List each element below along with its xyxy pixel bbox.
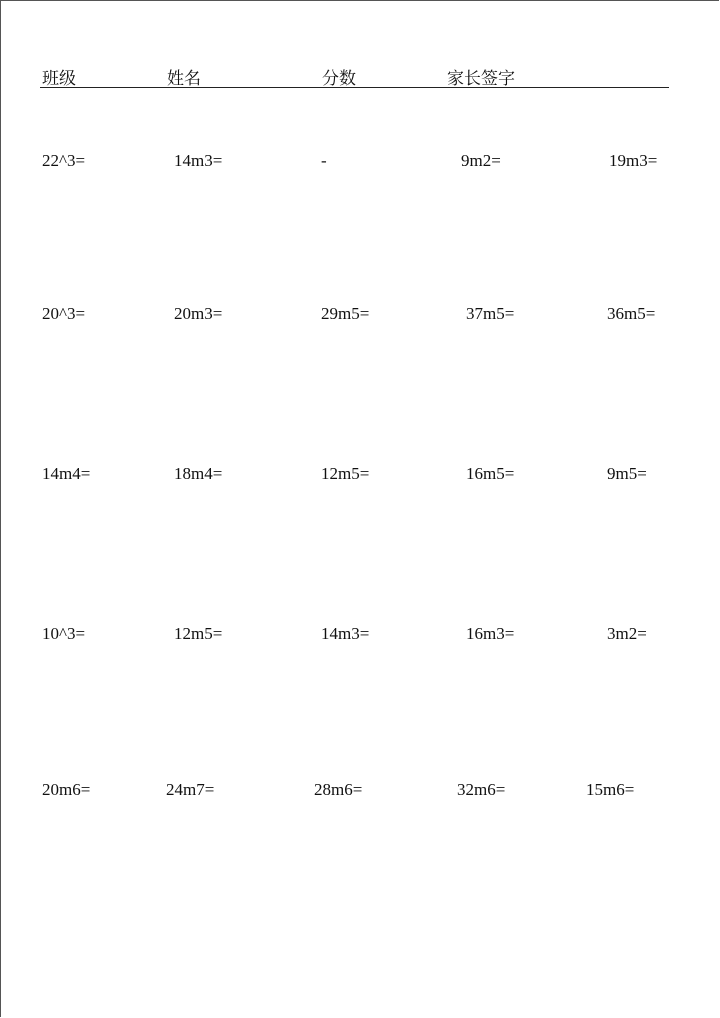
problem: 18m4= (174, 464, 223, 483)
problem: 28m6= (314, 780, 363, 799)
problem: 16m5= (466, 464, 515, 483)
problem: 22^3= (42, 151, 86, 170)
problem: - (321, 151, 327, 170)
parent-sign-label: 家长签字 (447, 69, 515, 89)
problem: 20m6= (42, 780, 91, 799)
name-label: 姓名 (167, 69, 201, 89)
score-label: 分数 (322, 69, 356, 89)
problem: 12m5= (321, 464, 370, 483)
problem: 37m5= (466, 304, 515, 323)
problem: 36m5= (607, 304, 656, 323)
problem: 3m2= (607, 624, 647, 643)
problem: 14m3= (174, 151, 223, 170)
problem: 24m7= (166, 780, 215, 799)
problem: 20^3= (42, 304, 86, 323)
header-rule (40, 87, 669, 88)
problem: 14m3= (321, 624, 370, 643)
problem: 12m5= (174, 624, 223, 643)
problem: 14m4= (42, 464, 91, 483)
problem: 32m6= (457, 780, 506, 799)
problem: 19m3= (609, 151, 658, 170)
problem: 16m3= (466, 624, 515, 643)
problem: 9m2= (461, 151, 501, 170)
problem: 9m5= (607, 464, 647, 483)
class-label: 班级 (42, 69, 76, 89)
problem: 29m5= (321, 304, 370, 323)
problem: 10^3= (42, 624, 86, 643)
problem: 15m6= (586, 780, 635, 799)
problem: 20m3= (174, 304, 223, 323)
